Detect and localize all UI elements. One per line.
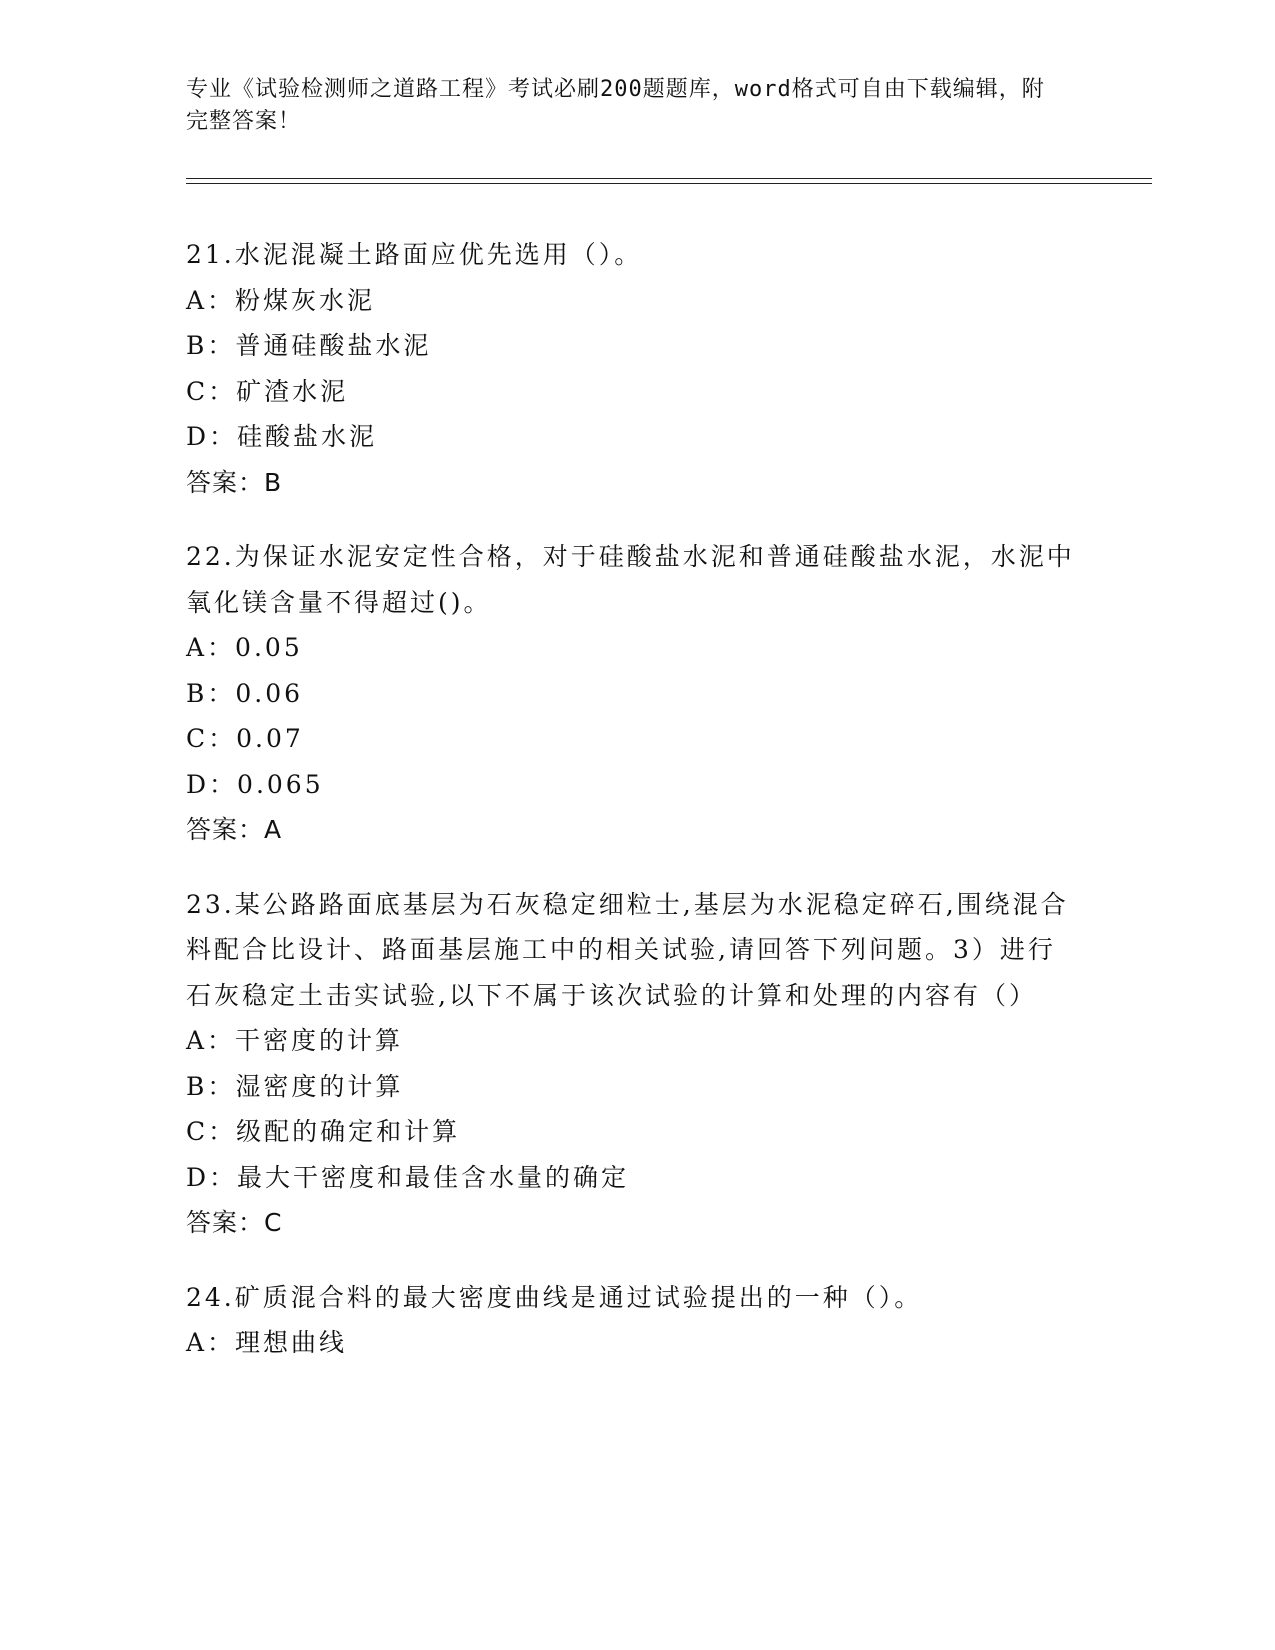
option-a: A：干密度的计算 xyxy=(186,1026,404,1055)
answer-text: 答案：A xyxy=(186,815,283,844)
answer-text: 答案：B xyxy=(186,467,283,497)
question-21 xyxy=(186,232,1086,505)
document-header xyxy=(186,74,1066,138)
option-c: C：0.07 xyxy=(186,724,304,753)
question-stem: 21.水泥混凝土路面应优先选用（）。 xyxy=(186,240,643,269)
question-stem: 22.为保证水泥安定性合格，对于硅酸盐水泥和普通硅酸盐水泥，水泥中氧化镁含量不得超过()。 xyxy=(186,542,1075,617)
question-list xyxy=(186,232,1086,1395)
question-stem: 24.矿质混合料的最大密度曲线是通过试验提出的一种（）。 xyxy=(186,1282,923,1312)
option-c: C：级配的确定和计算 xyxy=(186,1117,461,1146)
question-22 xyxy=(186,534,1086,853)
answer-text: 答案：C xyxy=(186,1208,283,1237)
header-rule-top xyxy=(186,178,1152,179)
option-d: D：最大干密度和最佳含水量的确定 xyxy=(186,1162,630,1192)
option-b: B：普通硅酸盐水泥 xyxy=(186,331,432,360)
question-23 xyxy=(186,882,1086,1246)
option-b: B：0.06 xyxy=(186,678,304,708)
question-24 xyxy=(186,1275,1086,1366)
option-c: C：矿渣水泥 xyxy=(186,376,349,406)
option-d: D：硅酸盐水泥 xyxy=(186,422,378,451)
header-title: 专业《试验检测师之道路工程》考试必刷200题题库，word格式可自由下载编辑，附完整答案！ xyxy=(186,77,1045,134)
option-b: B：湿密度的计算 xyxy=(186,1071,404,1101)
option-a: A：粉煤灰水泥 xyxy=(186,285,376,315)
question-stem: 23.某公路路面底基层为石灰稳定细粒士,基层为水泥稳定碎石,围绕混合料配合比设计、路面基层施工中的相关试验,请回答下列问题。3）进行石灰稳定土击实试验,以下不属于该次试验的计算和处理的内容有（） xyxy=(186,889,1069,1010)
header-rule-bottom xyxy=(186,183,1152,184)
option-a: A：理想曲线 xyxy=(186,1328,348,1357)
option-a: A：0.05 xyxy=(186,633,303,662)
option-d: D：0.065 xyxy=(186,769,324,799)
